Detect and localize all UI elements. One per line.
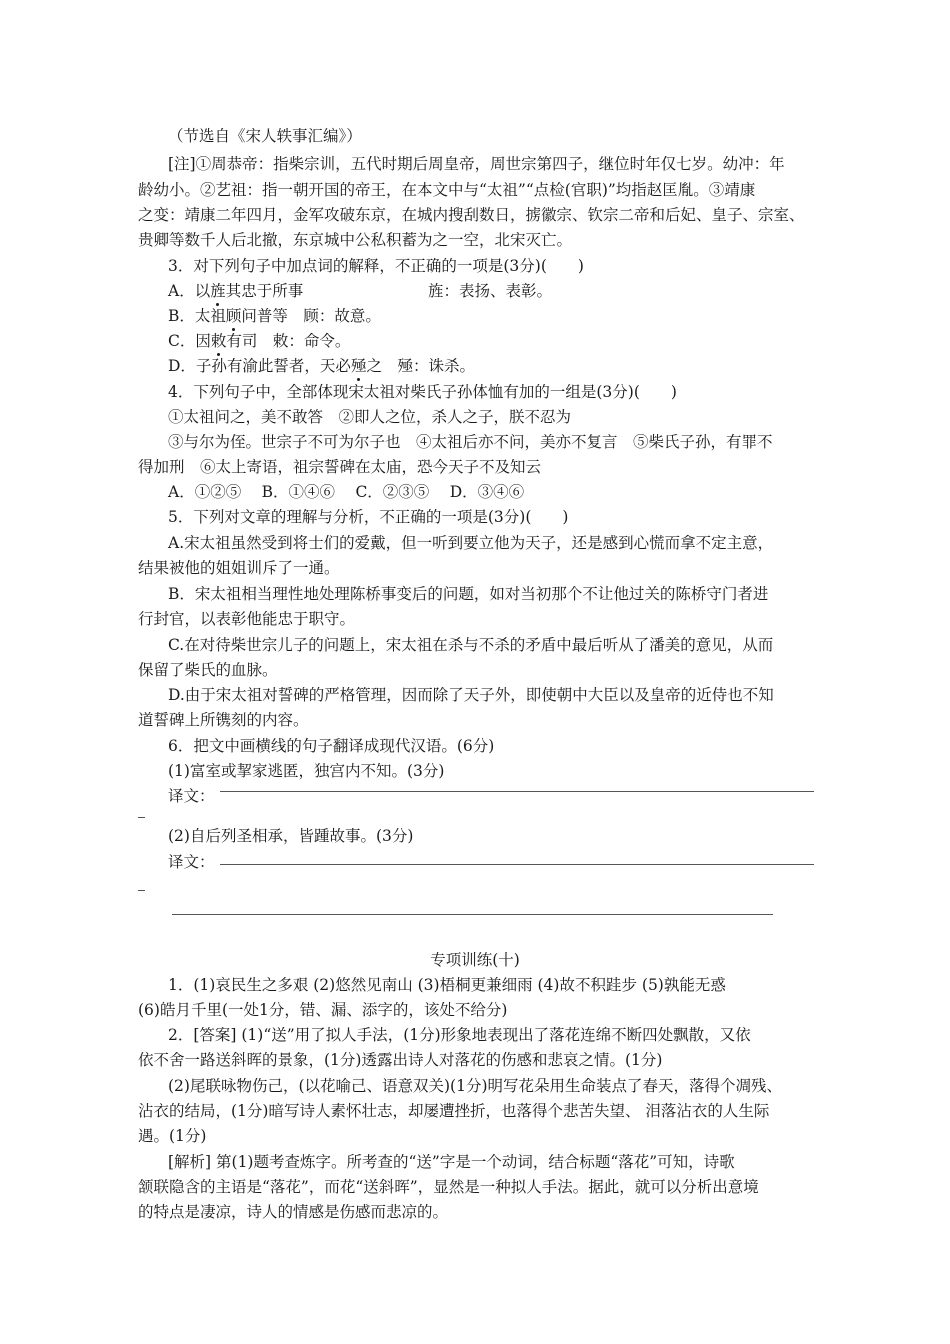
question-5-option-c: 保留了柴氏的血脉。 [138, 661, 278, 679]
note-line: [注]①周恭帝：指柴宗训，五代时期后周皇帝，周世宗第四子，继位时年仅七岁。幼冲：年 [168, 155, 785, 173]
question-3-option-a: A．以旌其忠于所事 [168, 282, 304, 300]
analysis: 颔联隐含的主语是“落花”，而花“送斜晖”，显然是一种拟人手法。据此，就可以分析出意境 [138, 1178, 759, 1196]
dotted-word: 旌 [210, 282, 226, 300]
answer-2: 遇。(1分) [138, 1127, 207, 1145]
source-citation: （节选自《宋人轶事汇编》） [168, 127, 362, 145]
question-5-option-b: 行封官，以表彰他能忠于职守。 [138, 610, 356, 628]
question-6-sentence-2: (2)自后列圣相承，皆踵故事。(3分) [168, 827, 414, 845]
analysis: 的特点是凄凉，诗人的情感是伤感而悲凉的。 [138, 1203, 449, 1221]
question-3-option-c: C．因敕有司 敕：命令。 [168, 332, 351, 350]
question-5-option-d: 道誓碑上所镌刻的内容。 [138, 711, 309, 729]
answer-2: 2．[答案] (1)“送”用了拟人手法，(1分)形象地表现出了落花连绵不断四处飘散，又依 [168, 1026, 751, 1044]
note-line: 贵卿等数千人后北撤，东京城中公私积蓄为之一空，北宋灭亡。 [138, 231, 573, 249]
question-4-options: A．①②⑤ B．①④⑥ C．②③⑤ D．③④⑥ [168, 483, 525, 501]
translation-label-2: 译文： [168, 853, 215, 871]
answer-2: 沾衣的结局，(1分)暗写诗人素怀壮志，却屡遭挫折，也落得个悲苦失望、 泪落沾衣的人生际 [138, 1102, 770, 1120]
answer-1: 1．(1)哀民生之多艰 (2)悠然见南山 (3)梧桐更兼细雨 (4)故不积跬步 (5)孰能无惑 [168, 976, 726, 994]
question-4-sentences: ①太祖问之，美不敢答 ②即人之位，杀人之子，朕不忍为 [168, 408, 572, 426]
question-3-stem: 3．对下列句子中加点词的解释，不正确的一项是(3分)( ) [168, 257, 584, 275]
translation-blank-3[interactable] [172, 914, 773, 915]
answer-2: 依不舍一路送斜晖的景象，(1分)透露出诗人对落花的伤感和悲哀之情。(1分) [138, 1051, 663, 1069]
question-5-option-d: D.由于宋太祖对誓碑的严格管理，因而除了天子外，即使朝中大臣以及皇帝的近侍也不知 [168, 686, 774, 704]
continuation-mark [138, 817, 145, 818]
note-line: 之变：靖康二年四月，金军攻破东京，在城内搜刮数日，掳徽宗、钦宗二帝和后妃、皇子、宗室、 [138, 206, 805, 224]
question-6-sentence-1: (1)富室或挈家逃匿，独宫内不知。(3分) [168, 762, 445, 780]
analysis: [解析] 第(1)题考查炼字。所考查的“送”字是一个动词，结合标题“落花”可知，诗歌 [168, 1153, 735, 1171]
answers-title: 专项训练(十) [430, 951, 520, 969]
question-5-option-a: 结果被他的姐姐训斥了一通。 [138, 559, 340, 577]
note-line: 龄幼小。②艺祖：指一朝开国的帝王，在本文中与“太祖”“点检(官职)”均指赵匡胤。③靖康 [138, 181, 756, 199]
translation-blank-1[interactable] [220, 791, 814, 792]
question-6-stem: 6．把文中画横线的句子翻译成现代汉语。(6分) [168, 737, 495, 755]
translation-label-1: 译文： [168, 787, 215, 805]
question-5-stem: 5．下列对文章的理解与分析，不正确的一项是(3分)( ) [168, 508, 569, 526]
question-5-option-c: C.在对待柴世宗儿子的问题上，宋太祖在杀与不杀的矛盾中最后听从了潘美的意见，从而 [168, 636, 774, 654]
dotted-word: 敕 [210, 332, 227, 350]
translation-blank-2[interactable] [220, 864, 814, 865]
question-4-stem: 4．下列句子中，全部体现宋太祖对柴氏子孙体恤有加的一组是(3分)( ) [168, 383, 677, 401]
dotted-word: 顾 [225, 307, 242, 325]
question-5-option-a: A.宋太祖虽然受到将士们的爱戴，但一听到要立他为天子，还是感到心慌而拿不定主意， [168, 534, 774, 552]
question-5-option-b: B．宋太祖相当理性地处理陈桥事变后的问题，如对当初那个不让他过关的陈桥守门者进 [168, 585, 769, 603]
dotted-word: 殛 [350, 357, 367, 375]
question-3-option-a-explanation: 旌：表扬、表彰。 [428, 282, 553, 300]
answer-2: (2)尾联咏物伤己，(以花喻己、语意双关)(1分)明写花朵用生命装点了春天，落得个凋残、 [168, 1077, 783, 1095]
continuation-mark [138, 890, 145, 891]
answer-1: (6)皓月千里(一处1分，错、漏、添字的，该处不给分) [138, 1001, 508, 1019]
question-4-sentences: ③与尔为侄。世宗子不可为尔子也 ④太祖后亦不问，美亦不复言 ⑤柴氏子孙，有罪不 [168, 433, 773, 451]
question-4-sentences: 得加刑 ⑥太上寄语，祖宗誓碑在太庙，恐今天子不及知云 [138, 458, 542, 476]
question-3-option-b: B．太祖顾问普等 顾：故意。 [168, 307, 381, 325]
question-3-option-d: D．子孙有渝此誓者，天必殛之 殛：诛杀。 [168, 357, 475, 375]
